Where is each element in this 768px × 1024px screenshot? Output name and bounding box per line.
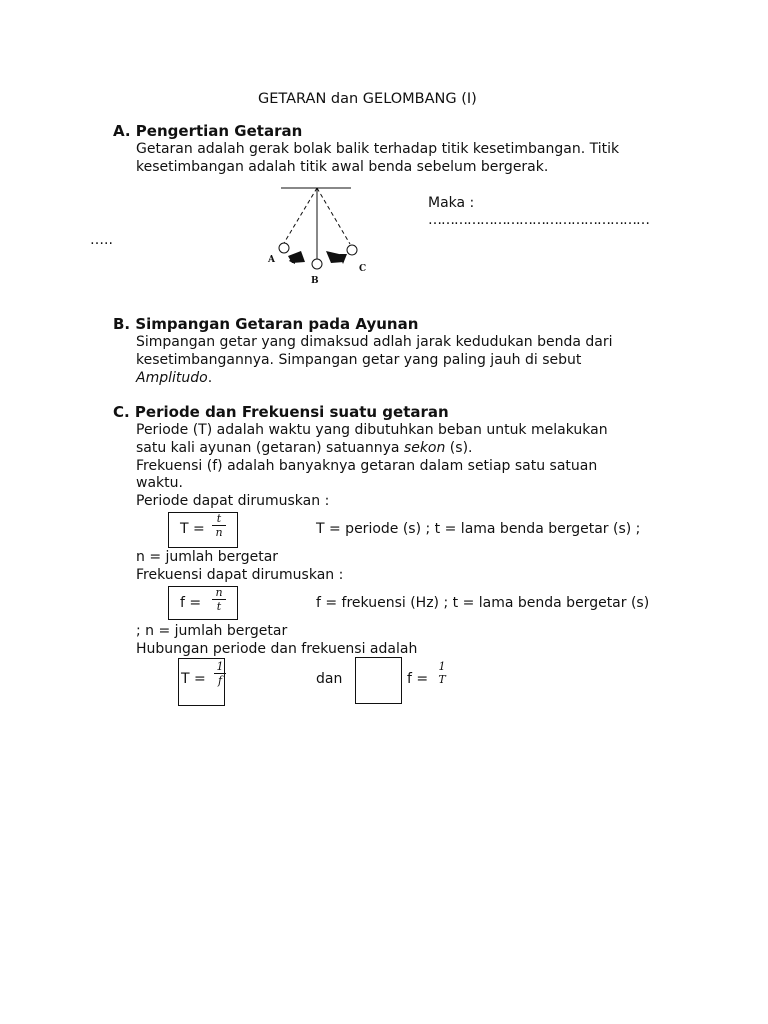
bob-a xyxy=(279,243,289,253)
answer-dots: …………………………………………… xyxy=(428,212,649,228)
section-b-line-1: Simpangan getar yang dimaksud adlah jarak kedudukan benda dari xyxy=(136,334,613,350)
section-c-line-4: waktu. xyxy=(136,475,183,491)
bob-b xyxy=(312,259,322,269)
pendulum-label-c: C xyxy=(359,264,367,274)
section-b-line-3: Amplitudo. xyxy=(136,370,213,386)
section-a-line-1: Getaran adalah gerak bolak balik terhadap titik kesetimbangan. Titik xyxy=(136,141,620,157)
page-title: GETARAN dan GELOMBANG (I) xyxy=(258,91,477,107)
string-left-dashed xyxy=(284,188,317,243)
section-a-line-2: kesetimbangan adalah titik awal benda sebelum bergerak. xyxy=(136,159,549,175)
formula-frequency-fraction: $\frac{n}{t}$ xyxy=(212,586,226,613)
section-c-line-6: n = jumlah bergetar xyxy=(136,549,279,565)
section-c-line-8: ; n = jumlah bergetar xyxy=(136,623,288,639)
string-right-dashed xyxy=(317,188,350,244)
formula-relation-frequency-fraction: 1 T xyxy=(438,660,446,686)
formula-frequency-lhs: f = xyxy=(180,595,202,611)
formula-relation-period-fraction: $\frac{1}{f}$ xyxy=(214,660,226,687)
formula-relation-frequency-lhs: f = xyxy=(407,671,429,687)
amplitudo-term: Amplitudo xyxy=(136,370,208,386)
formula-period-lhs: T = xyxy=(180,521,205,537)
formula-frequency-description: f = frekuensi (Hz) ; t = lama benda bergetar (s) xyxy=(316,595,650,611)
section-c-line-5: Periode dapat dirumuskan : xyxy=(136,493,330,509)
maka-label: Maka : xyxy=(428,195,475,211)
section-c-line-3: Frekuensi (f) adalah banyaknya getaran dalam setiap satu satuan xyxy=(136,458,598,474)
formula-relation-period-lhs: T = xyxy=(181,671,206,687)
formula-period-description: T = periode (s) ; t = lama benda bergetar (s) ; xyxy=(316,521,641,537)
section-a-heading: A. Pengertian Getaran xyxy=(113,122,303,140)
answer-dots-continued: ….. xyxy=(90,232,113,248)
section-c-line-1: Periode (T) adalah waktu yang dibutuhkan beban untuk melakukan xyxy=(136,422,608,438)
section-c-line-2: satu kali ayunan (getaran) satuannya sekon (s). xyxy=(136,440,473,456)
pendulum-label-b: B xyxy=(311,276,319,286)
dan-connector: dan xyxy=(316,671,343,687)
section-b-heading: B. Simpangan Getaran pada Ayunan xyxy=(113,315,419,333)
section-c-heading: C. Periode dan Frekuensi suatu getaran xyxy=(113,403,449,421)
empty-answer-box xyxy=(355,657,402,704)
section-c-line-9: Hubungan periode dan frekuensi adalah xyxy=(136,641,418,657)
formula-frequency-box xyxy=(168,586,238,620)
section-c-line-7: Frekuensi dapat dirumuskan : xyxy=(136,567,344,583)
section-b-line-2: kesetimbangannya. Simpangan getar yang paling jauh di sebut xyxy=(136,352,582,368)
bob-c xyxy=(347,245,357,255)
pendulum-label-a: A xyxy=(268,255,275,265)
formula-period-fraction: $\frac{t}{n}$ xyxy=(212,512,226,539)
